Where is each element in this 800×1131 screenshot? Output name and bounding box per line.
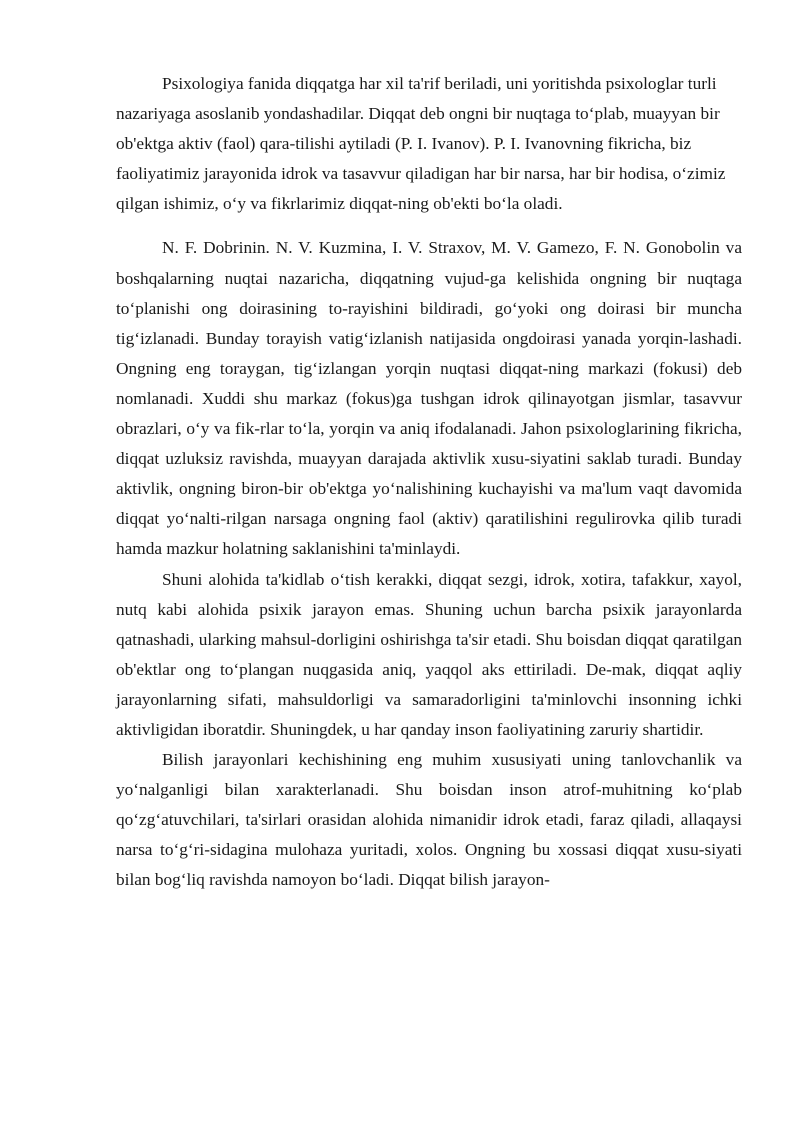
- paragraph-4: Bilish jarayonlari kechishining eng muhim xususiyati uning tanlovchanlik va yo‘nalganligi bilan xarakterlanadi. Shu boisdan inson atrof-muhitning ko‘plab qo‘zg‘atuvchilari, ta'sirlari orasidan alohida nimanidir idrok etadi, faraz qiladi, allaqaysi narsa to‘g‘ri-sidagina mulohaza yuritadi, xolos. Ongning bu xossasi diqqat xusu-siyati bilan bog‘liq ravishda namoyon bo‘ladi. Diqqat bilish jarayon-: [116, 750, 742, 890]
- paragraph-3: Shuni alohida ta'kidlab o‘tish kerakki, diqqat sezgi, idrok, xotira, tafakkur, xayol, nutq kabi alohida psixik jarayon emas. Shuning uchun barcha psixik jarayonlarda qatnashadi, ularking mahsul-dorligini oshirishga ta'sir etadi. Shu boisdan diqqat qaratilgan ob'ektlar ong to‘plangan nuqgasida aniq, yaqqol aks ettiriladi. De-mak, diqqat aqliy jarayonlarning sifati, mahsuldorligi va samaradorligini ta'minlovchi insonning ichki aktivligidan iboratdir. Shuningdek, u har qanday inson faoliyatining zaruriy shartidir.: [116, 569, 742, 739]
- body-text: [116, 69, 742, 896]
- paragraph-1: Psixologiya fanida diqqatga har xil ta'rif beriladi, uni yoritishda psixologlar turli nazariyaga asoslanib yondashadilar. Diqqat deb ongni bir nuqtaga to‘plab, muayyan bir ob'ektga aktiv (faol) qara-tilishi aytiladi (P. I. Ivanov). P. I. Ivanovning fikricha, biz faoliyatimiz jarayonida idrok va tasavvur qiladigan har bir narsa, har bir hodisa, o‘zimiz qilgan ishimiz, o‘y va fikrlarimiz diqqat-ning ob'ekti bo‘la oladi.: [116, 74, 726, 214]
- paragraph-2: N. F. Dobrinin. N. V. Kuzmina, I. V. Straxov, M. V. Gamezo, F. N. Gonobolin va boshqalarning nuqtai nazaricha, diqqatning vujud-ga kelishida ongning bir nuqtaga to‘planishi ong doirasining to-rayishini bildiradi, go‘yoki ong doirasi bir muncha tig‘izlanadi. Bunday torayish vatig‘izlanish natijasida ongdoirasi yanada yorqin-lashadi. Ongning eng toraygan, tig‘izlangan yorqin nuqtasi diqqat-ning markazi (fokusi) deb nomlanadi. Xuddi shu markaz (fokus)ga tushgan idrok qilinayotgan jismlar, tasavvur obrazlari, o‘y va fik-rlar to‘la, yorqin va aniq ifodalanadi. Jahon psixologlarining fikricha, diqqat uzluksiz ravishda, muayyan darajada aktivlik xusu-siyatini saklab turadi. Bunday aktivlik, ongning biron-bir ob'ektga yo‘nalishining kuchayishi va ma'lum vaqt davomida diqqat yo‘nalti-rilgan narsaga ongning faol (aktiv) qaratilishini regulirovka qilib turadi hamda mazkur holatning saklanishini ta'minlaydi.: [116, 238, 742, 559]
